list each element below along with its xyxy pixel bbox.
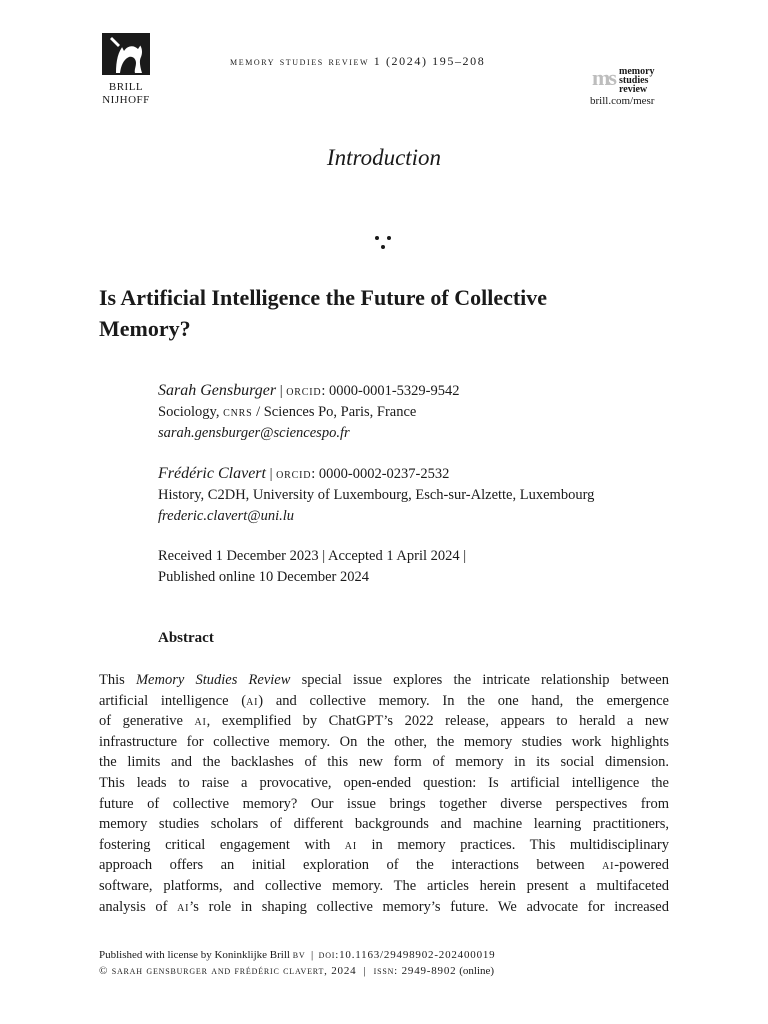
license-line <box>99 948 679 963</box>
author-block-2 <box>158 463 678 527</box>
abbr-ai: ai <box>344 836 357 853</box>
author-email[interactable]: sarah.gensburger@sciencespo.fr <box>158 425 350 441</box>
abstract-text: -powered <box>614 857 669 874</box>
author-affiliation-pre: Sociology, <box>158 404 224 420</box>
abstract-line <box>99 691 669 712</box>
abbr-ai: ai <box>177 898 190 915</box>
abstract-text: of generative <box>99 713 195 730</box>
article-title-line1: Is Artificial Intelligence the Future of Collective <box>99 285 548 310</box>
helmeted-head-logo-icon <box>102 33 150 75</box>
abstract-text: , exemplified by ChatGPT’s 2022 release, appears to herald a new <box>206 713 669 730</box>
abstract-line: This leads to raise a provocative, open-ended question: Is artificial intelligence the <box>99 774 669 791</box>
orcid-id[interactable]: : 0000-0001-5329-9542 <box>321 383 460 399</box>
copyright-line <box>99 964 679 979</box>
abstract-text: ’s role in shaping collective memory’s future. We advocate for increased <box>189 898 669 915</box>
abstract-line <box>99 670 669 691</box>
author-name: Sarah Gensburger <box>158 382 277 399</box>
abstract-text: analysis of <box>99 898 178 915</box>
abstract-text: This <box>99 672 136 688</box>
abstract-line <box>99 897 669 918</box>
publisher-name-line2: NIJHOFF <box>102 94 150 106</box>
orcid-label: orcid <box>276 466 312 482</box>
footer-separator: | <box>305 949 319 961</box>
abbr-ai: ai <box>602 857 615 874</box>
article-title-line2: Memory? <box>99 316 191 341</box>
copyright-text: © sarah gensburger and frédéric clavert, 2024 | issn: 2949-8902 <box>99 965 457 977</box>
abstract-line: the limits and the backlashes of this new form of memory in its social dimension. <box>99 754 669 771</box>
orcid-id[interactable]: : 0000-0002-0237-2532 <box>311 466 450 482</box>
abstract-text: special issue explores the intricate relationship between <box>290 672 669 688</box>
article-title <box>99 282 679 344</box>
journal-logo-mark: ms <box>592 65 615 90</box>
journal-name-italic: Memory Studies Review <box>135 672 291 688</box>
abstract-text: artificial intelligence ( <box>99 692 247 709</box>
journal-url[interactable]: brill.com/mesr <box>590 95 655 107</box>
license-text: Published with license by Koninklijke Brill <box>99 949 293 961</box>
running-header: memory studies review 1 (2024) 195–208 <box>230 54 486 68</box>
abstract-text: fostering critical engagement with <box>99 836 345 853</box>
journal-logo-word3: review <box>619 84 648 95</box>
publication-dates <box>158 546 678 588</box>
dates-line2: Published online 10 December 2024 <box>158 569 370 585</box>
abstract-line <box>99 855 669 876</box>
author-affiliation-sc: cnrs <box>223 404 253 420</box>
author-separator: | <box>265 466 277 482</box>
abstract-body <box>99 670 669 917</box>
author-separator: | <box>276 383 287 399</box>
abstract-text: approach offers an initial exploration of the interactions between <box>99 857 603 874</box>
dates-line1: Received 1 December 2023 | Accepted 1 April 2024 | <box>158 548 467 564</box>
author-email[interactable]: frederic.clavert@uni.lu <box>158 508 295 524</box>
publisher-name-line1: BRILL <box>108 81 144 93</box>
abbr-ai: ai <box>246 692 259 709</box>
abstract-line: software, platforms, and collective memory. The articles herein present a multifaceted <box>99 877 669 894</box>
doi-link[interactable]: doi:10.1163/29498902-202400019 <box>318 949 496 961</box>
abstract-line <box>99 711 669 732</box>
author-name: Frédéric Clavert <box>158 465 266 482</box>
orcid-label: orcid <box>286 383 322 399</box>
author-affiliation-pre: History, C2DH, University of Luxembourg, Esch-sur-Alzette, Luxembourg <box>158 487 595 503</box>
license-bv: bv <box>292 949 306 961</box>
journal-logo-word1: memory <box>619 66 655 77</box>
journal-logo-word2: studies <box>619 75 649 86</box>
abstract-text: in memory practices. This multidisciplinary <box>356 836 669 853</box>
ornament-dots-icon <box>372 234 396 252</box>
abstract-line: memory studies scholars of different backgrounds and machine learning practitioners, <box>99 816 669 833</box>
author-affiliation-post: / Sciences Po, Paris, France <box>252 404 417 420</box>
author-block-1 <box>158 380 678 444</box>
abstract-heading: Abstract <box>158 630 214 646</box>
section-title: Introduction <box>326 145 442 170</box>
publisher-logo <box>98 33 154 107</box>
abbr-ai: ai <box>194 713 207 730</box>
abstract-line: infrastructure for collective memory. On the other, the memory studies work highlights <box>99 733 669 750</box>
abstract-line: future of collective memory? Our issue brings together diverse perspectives from <box>99 795 669 812</box>
abstract-text: ) and collective memory. In the one hand, the emergence <box>258 692 669 709</box>
journal-logo-words <box>619 67 655 94</box>
issn-online: (online) <box>456 965 495 977</box>
abstract-line <box>99 835 669 856</box>
